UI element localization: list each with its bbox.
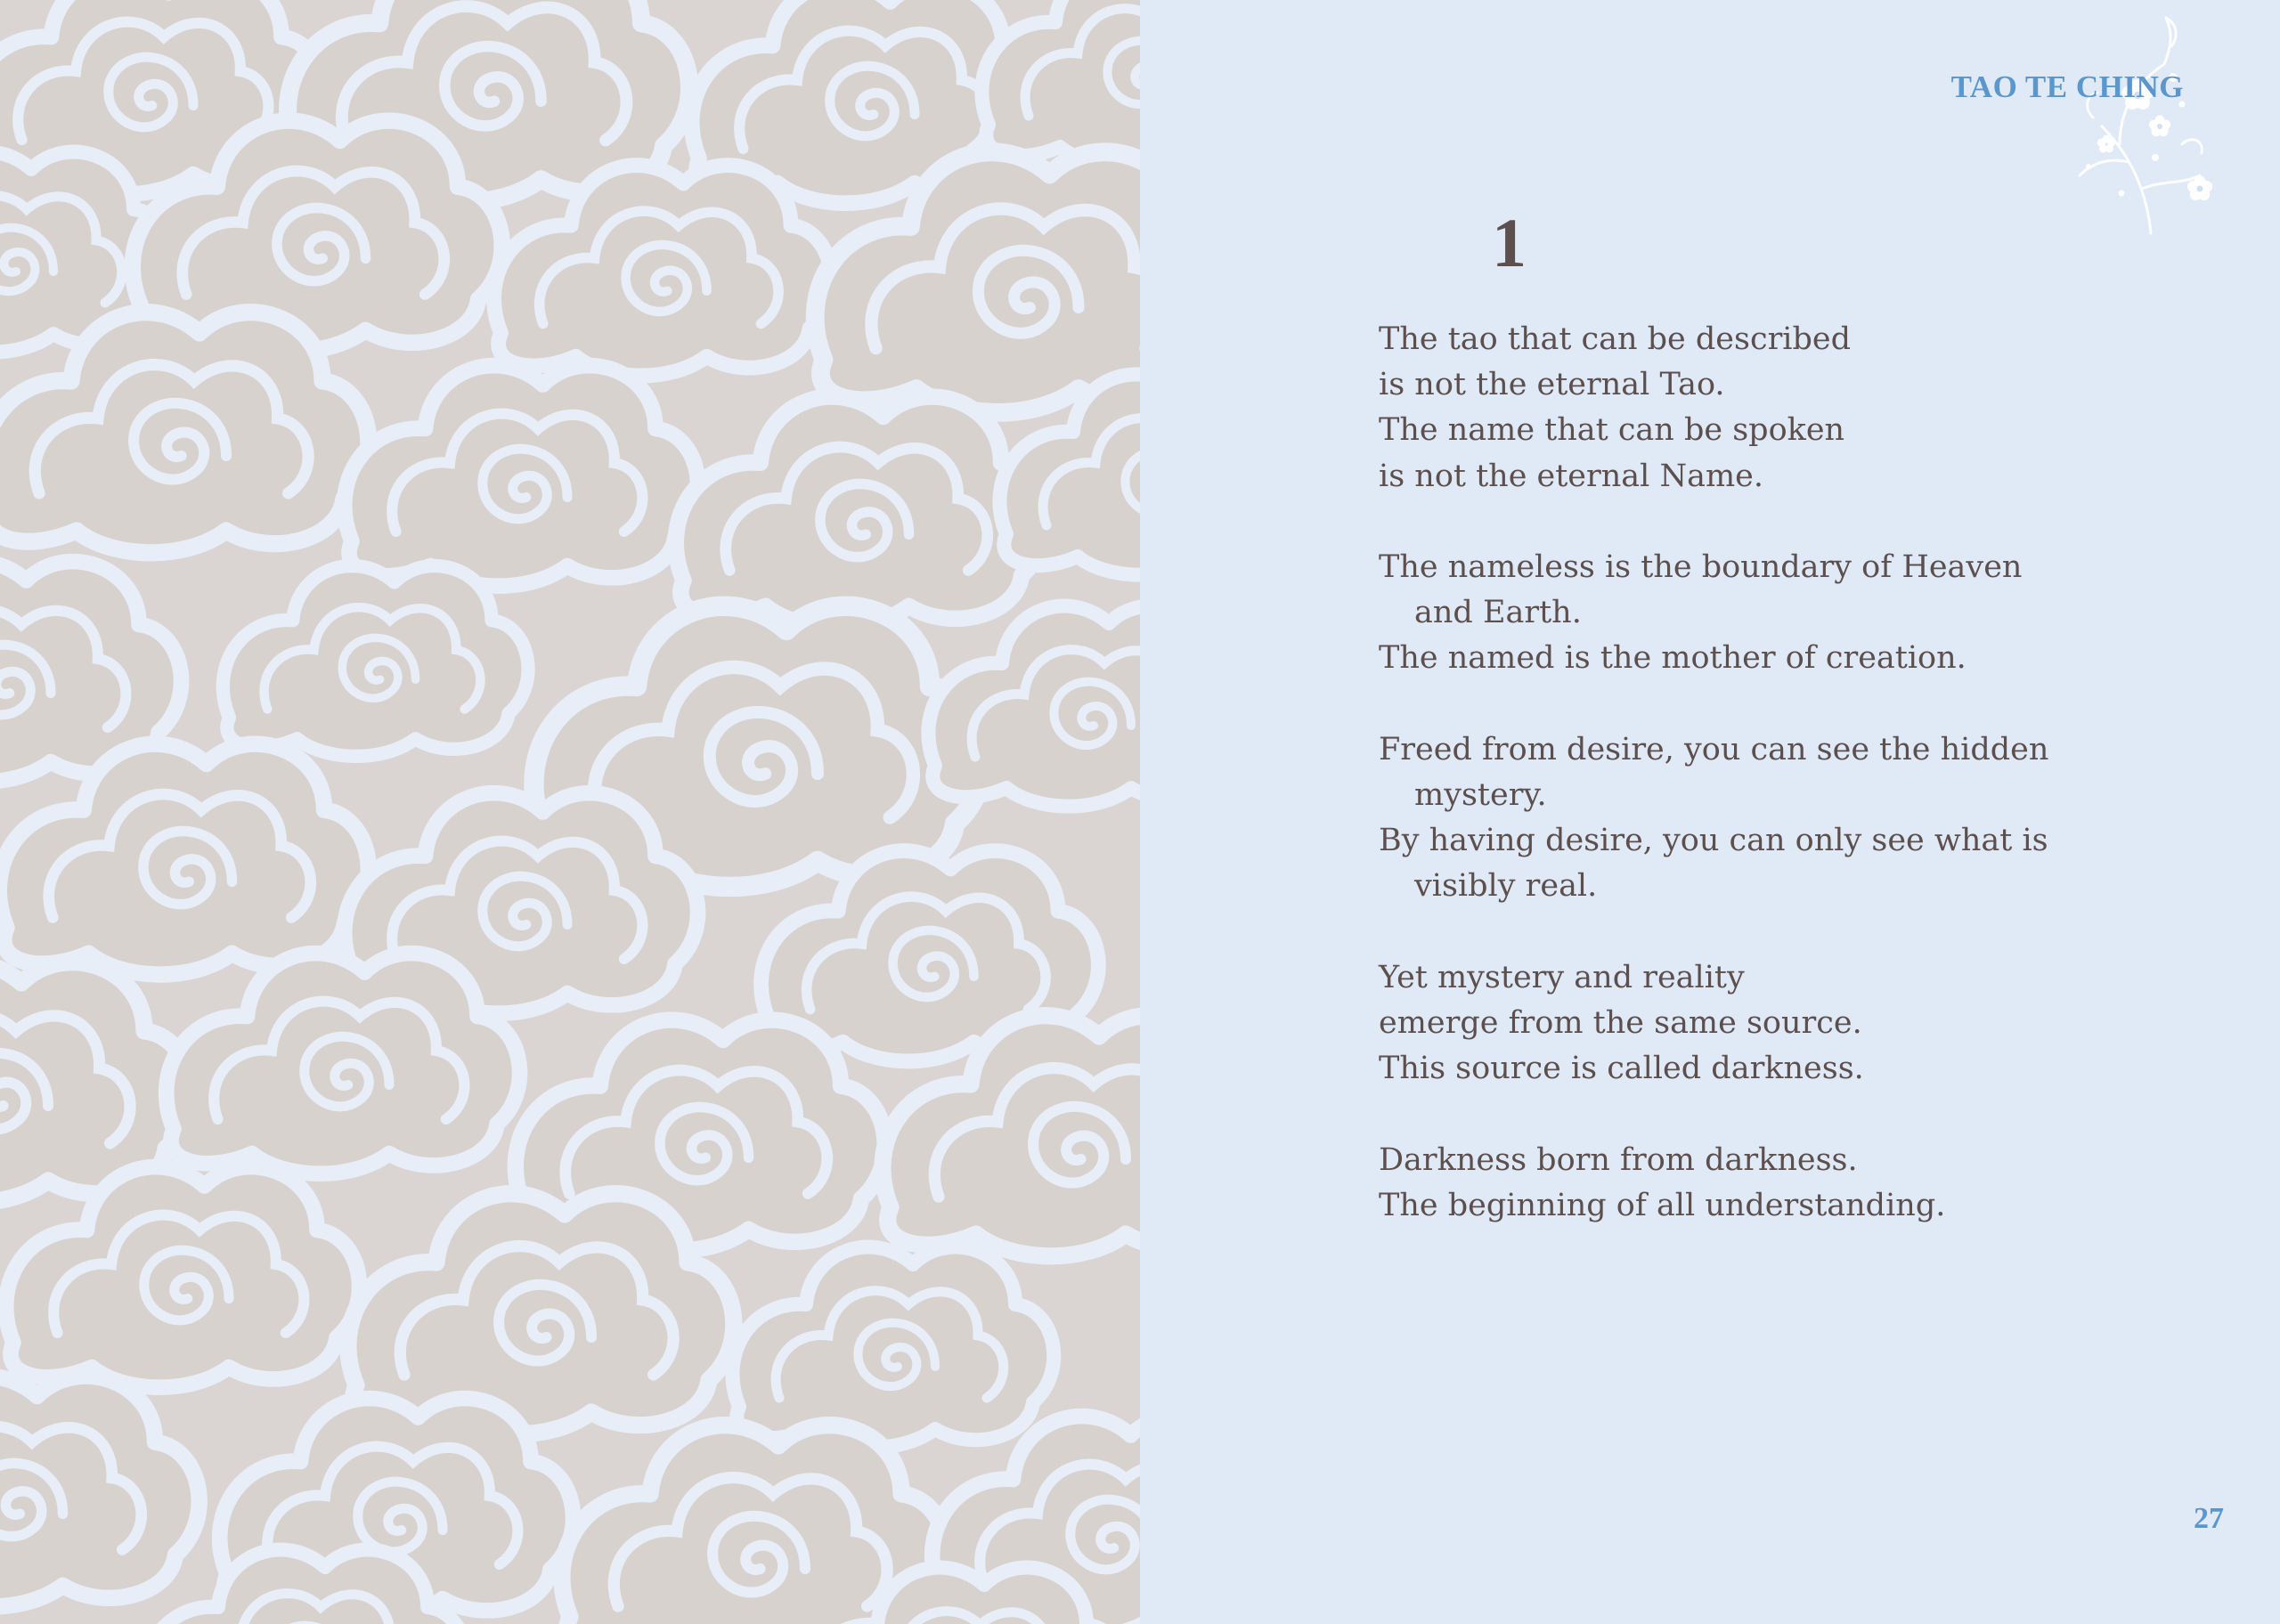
- poem-line: Freed from desire, you can see the hidden: [1379, 731, 2049, 767]
- chapter-number: 1: [1492, 204, 1527, 281]
- poem-stanza: [1379, 955, 2180, 1092]
- poem-line: is not the eternal Tao.: [1379, 367, 1725, 403]
- poem-line: visibly real.: [1414, 868, 1598, 905]
- right-page: [1140, 0, 2280, 1624]
- poem-line: The named is the mother of creation.: [1379, 640, 1966, 677]
- poem-line: mystery.: [1414, 777, 1547, 813]
- poem-line: The tao that can be described: [1379, 321, 1852, 357]
- poem-stanza: [1379, 317, 2180, 499]
- poem-line: Darkness born from darkness.: [1379, 1141, 1858, 1178]
- poem-stanza: [1379, 545, 2180, 682]
- plum-blossom-icon: [2066, 11, 2218, 238]
- page-number: 27: [2194, 1502, 2224, 1535]
- poem-line: emerge from the same source.: [1379, 1005, 1862, 1041]
- poem-line: is not the eternal Name.: [1379, 458, 1763, 494]
- poem-line: The beginning of all understanding.: [1379, 1187, 1946, 1223]
- poem-line: Yet mystery and reality: [1379, 959, 1745, 995]
- poem-body: [1379, 317, 2180, 1274]
- poem-line: By having desire, you can only see what is: [1379, 823, 2048, 859]
- poem-stanza: [1379, 727, 2180, 910]
- poem-line: This source is called darkness.: [1379, 1051, 1864, 1087]
- poem-line: The nameless is the boundary of Heaven: [1379, 549, 2023, 585]
- running-head: TAO TE CHING: [1950, 69, 2184, 104]
- poem-line: The name that can be spoken: [1379, 412, 1845, 449]
- poem-line: and Earth.: [1414, 595, 1582, 631]
- poem-stanza: [1379, 1138, 2180, 1229]
